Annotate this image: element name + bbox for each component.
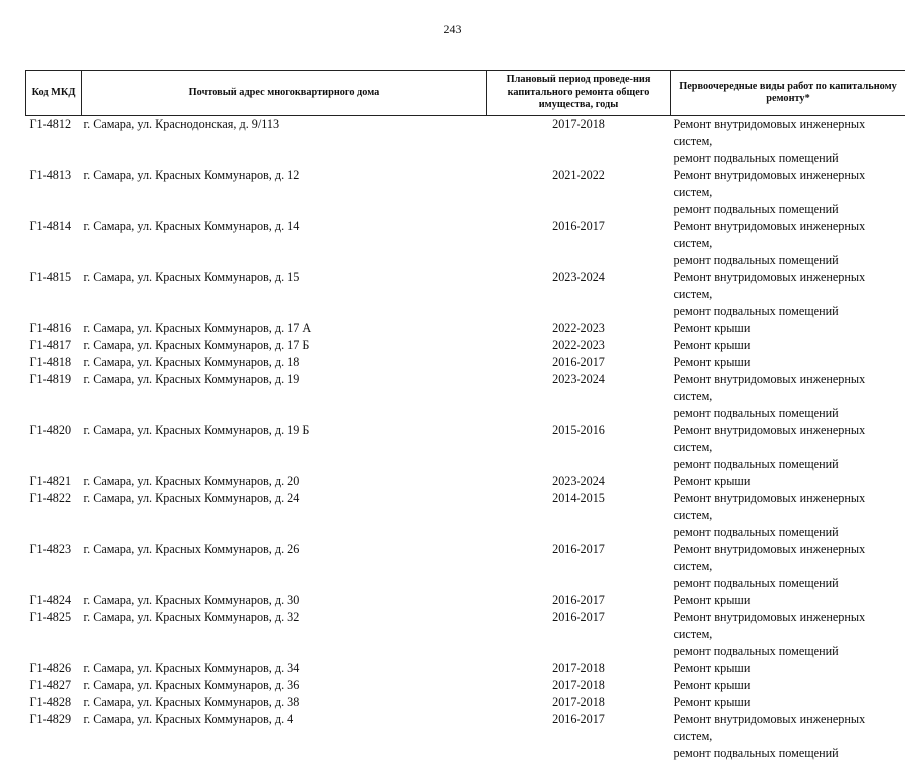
cell-works: [671, 660, 905, 677]
works-line: Ремонт внутридомовых инженерных систем,: [674, 422, 905, 456]
table-header: [26, 71, 905, 116]
cell-code: Г1-4814: [26, 218, 82, 269]
cell-period: 2017-2018: [487, 660, 671, 677]
table-row: [26, 541, 905, 592]
cell-code: Г1-4825: [26, 609, 82, 660]
works-line: Ремонт внутридомовых инженерных систем,: [674, 116, 905, 150]
cell-address: г. Самара, ул. Красных Коммунаров, д. 15: [82, 269, 487, 320]
cell-period: 2016-2017: [487, 609, 671, 660]
cell-period: 2016-2017: [487, 711, 671, 762]
cell-address: г. Самара, ул. Красных Коммунаров, д. 24: [82, 490, 487, 541]
cell-works: [671, 422, 905, 473]
works-line: Ремонт внутридомовых инженерных систем,: [674, 371, 905, 405]
cell-code: Г1-4812: [26, 116, 82, 168]
cell-code: Г1-4824: [26, 592, 82, 609]
cell-address: г. Самара, ул. Красных Коммунаров, д. 14: [82, 218, 487, 269]
table-row: [26, 218, 905, 269]
works-line: Ремонт внутридомовых инженерных систем,: [674, 711, 905, 745]
cell-period: 2015-2016: [487, 422, 671, 473]
cell-works: [671, 490, 905, 541]
table-row: [26, 167, 905, 218]
works-line: Ремонт внутридомовых инженерных систем,: [674, 490, 905, 524]
works-line: ремонт подвальных помещений: [674, 524, 905, 541]
cell-code: Г1-4816: [26, 320, 82, 337]
cell-works: [671, 116, 905, 168]
cell-address: г. Самара, ул. Красных Коммунаров, д. 32: [82, 609, 487, 660]
cell-address: г. Самара, ул. Красных Коммунаров, д. 17 Б: [82, 337, 487, 354]
table-row: [26, 490, 905, 541]
cell-code: Г1-4818: [26, 354, 82, 371]
header-works: Первоочередные виды работ по капитальному ремонту*: [671, 71, 905, 116]
cell-works: [671, 609, 905, 660]
cell-code: Г1-4827: [26, 677, 82, 694]
cell-code: Г1-4826: [26, 660, 82, 677]
works-line: Ремонт крыши: [674, 677, 905, 694]
cell-works: [671, 320, 905, 337]
cell-works: [671, 541, 905, 592]
cell-period: 2023-2024: [487, 473, 671, 490]
cell-period: 2016-2017: [487, 218, 671, 269]
cell-address: г. Самара, ул. Красных Коммунаров, д. 20: [82, 473, 487, 490]
works-line: ремонт подвальных помещений: [674, 745, 905, 762]
works-line: Ремонт внутридомовых инженерных систем,: [674, 609, 905, 643]
cell-address: г. Самара, ул. Красных Коммунаров, д. 19: [82, 371, 487, 422]
cell-period: 2022-2023: [487, 337, 671, 354]
header-period: Плановый период проведе-ния капитального ремонта общего имущества, годы: [487, 71, 671, 116]
cell-works: [671, 592, 905, 609]
works-line: Ремонт внутридомовых инженерных систем,: [674, 269, 905, 303]
cell-works: [671, 677, 905, 694]
works-line: Ремонт крыши: [674, 694, 905, 711]
works-line: ремонт подвальных помещений: [674, 405, 905, 422]
cell-code: Г1-4820: [26, 422, 82, 473]
cell-works: [671, 337, 905, 354]
cell-address: г. Самара, ул. Красных Коммунаров, д. 18: [82, 354, 487, 371]
cell-period: 2017-2018: [487, 116, 671, 168]
cell-address: г. Самара, ул. Красных Коммунаров, д. 12: [82, 167, 487, 218]
cell-code: Г1-4828: [26, 694, 82, 711]
works-line: Ремонт крыши: [674, 320, 905, 337]
cell-period: 2017-2018: [487, 677, 671, 694]
works-line: ремонт подвальных помещений: [674, 643, 905, 660]
works-line: Ремонт внутридомовых инженерных систем,: [674, 167, 905, 201]
cell-address: г. Самара, ул. Красных Коммунаров, д. 26: [82, 541, 487, 592]
cell-code: Г1-4822: [26, 490, 82, 541]
cell-code: Г1-4815: [26, 269, 82, 320]
cell-address: г. Самара, ул. Красных Коммунаров, д. 38: [82, 694, 487, 711]
cell-period: 2023-2024: [487, 269, 671, 320]
cell-works: [671, 473, 905, 490]
header-address: Почтовый адрес многоквартирного дома: [82, 71, 487, 116]
works-line: Ремонт внутридомовых инженерных систем,: [674, 218, 905, 252]
cell-period: 2017-2018: [487, 694, 671, 711]
works-line: ремонт подвальных помещений: [674, 252, 905, 269]
cell-period: 2023-2024: [487, 371, 671, 422]
cell-code: Г1-4823: [26, 541, 82, 592]
table-row: [26, 694, 905, 711]
cell-address: г. Самара, ул. Красных Коммунаров, д. 17 А: [82, 320, 487, 337]
works-line: ремонт подвальных помещений: [674, 201, 905, 218]
page-number: 243: [0, 22, 905, 37]
cell-code: Г1-4819: [26, 371, 82, 422]
works-line: Ремонт крыши: [674, 660, 905, 677]
works-line: ремонт подвальных помещений: [674, 456, 905, 473]
cell-works: [671, 269, 905, 320]
cell-period: 2016-2017: [487, 354, 671, 371]
table-row: [26, 371, 905, 422]
cell-address: г. Самара, ул. Красных Коммунаров, д. 19 Б: [82, 422, 487, 473]
cell-works: [671, 711, 905, 762]
cell-period: 2014-2015: [487, 490, 671, 541]
table-row: [26, 473, 905, 490]
cell-code: Г1-4813: [26, 167, 82, 218]
cell-works: [671, 354, 905, 371]
works-line: Ремонт крыши: [674, 592, 905, 609]
table-row: [26, 609, 905, 660]
table-row: [26, 354, 905, 371]
cell-code: Г1-4821: [26, 473, 82, 490]
cell-works: [671, 694, 905, 711]
table-row: [26, 337, 905, 354]
cell-period: 2022-2023: [487, 320, 671, 337]
cell-address: г. Самара, ул. Красных Коммунаров, д. 30: [82, 592, 487, 609]
cell-address: г. Самара, ул. Красных Коммунаров, д. 4: [82, 711, 487, 762]
cell-code: Г1-4829: [26, 711, 82, 762]
cell-address: г. Самара, ул. Краснодонская, д. 9/113: [82, 116, 487, 168]
table-row: [26, 422, 905, 473]
works-line: Ремонт крыши: [674, 473, 905, 490]
cell-period: 2016-2017: [487, 592, 671, 609]
works-line: ремонт подвальных помещений: [674, 575, 905, 592]
works-line: ремонт подвальных помещений: [674, 150, 905, 167]
table-row: [26, 269, 905, 320]
cell-address: г. Самара, ул. Красных Коммунаров, д. 36: [82, 677, 487, 694]
table-row: [26, 592, 905, 609]
cell-works: [671, 218, 905, 269]
cell-period: 2021-2022: [487, 167, 671, 218]
table-row: [26, 320, 905, 337]
repair-plan-table: [25, 70, 905, 762]
table-row: [26, 677, 905, 694]
table-row: [26, 660, 905, 677]
works-line: Ремонт крыши: [674, 354, 905, 371]
works-line: Ремонт внутридомовых инженерных систем,: [674, 541, 905, 575]
cell-address: г. Самара, ул. Красных Коммунаров, д. 34: [82, 660, 487, 677]
header-code: Код МКД: [26, 71, 82, 116]
cell-period: 2016-2017: [487, 541, 671, 592]
cell-code: Г1-4817: [26, 337, 82, 354]
table-row: [26, 116, 905, 168]
cell-works: [671, 167, 905, 218]
cell-works: [671, 371, 905, 422]
works-line: Ремонт крыши: [674, 337, 905, 354]
works-line: ремонт подвальных помещений: [674, 303, 905, 320]
table-body: [26, 116, 905, 762]
table-row: [26, 711, 905, 762]
